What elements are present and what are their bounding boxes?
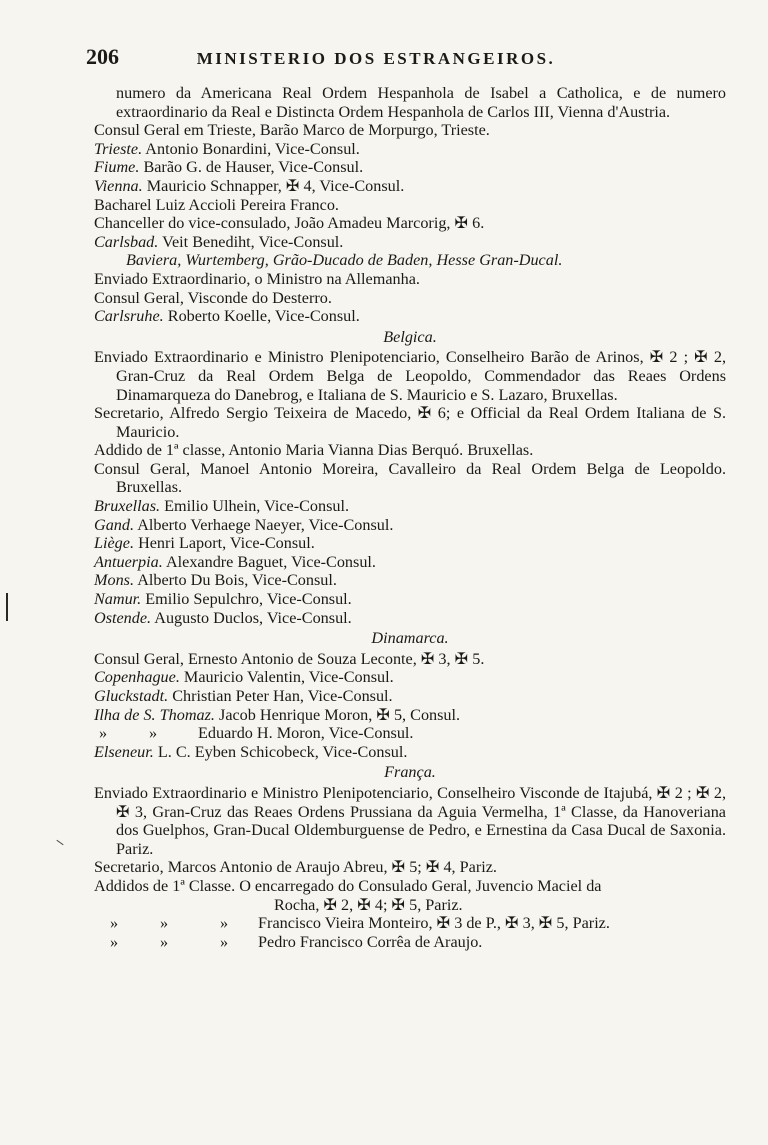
entry: [94, 177, 726, 196]
margin-mark: [6, 593, 8, 621]
entry-text: L. C. Eyben Schicobeck, Vice-Consul.: [157, 742, 408, 761]
paragraph: Addidos de 1ª Classe. O encarregado do Consulado Geral, Juvencio Maciel da: [94, 876, 602, 895]
entry: [94, 158, 726, 177]
place-name: Elseneur.: [94, 742, 154, 761]
paragraph: Enviado Extraordinario e Ministro Plenipotenciario, Conselheiro Barão de Arinos, ✠ 2 ; ✠ 2, Gran-Cruz da Real Ordem Belga de Leopoldo, Commendador das Reaes Ordens Dinamarqueza do Danebrog, e Italiana de S. Mauricio e S. Lazaro, Bruxellas.: [94, 348, 726, 404]
entry-text: Roberto Koelle, Vice-Consul.: [167, 307, 360, 326]
entry: [94, 553, 726, 572]
entry-text: Augusto Duclos, Vice-Consul.: [154, 608, 352, 627]
entry: [94, 687, 726, 706]
paragraph: Enviado Extraordinario, o Ministro na Allemanha.: [94, 269, 420, 288]
entry: [94, 571, 726, 590]
entry-text: Jacob Henrique Moron, ✠ 5, Consul.: [219, 705, 461, 724]
ditto-mark: »: [159, 932, 169, 951]
paragraph: Secretario, Marcos Antonio de Araujo Abreu, ✠ 5; ✠ 4, Pariz.: [94, 858, 497, 877]
paragraph: numero da Americana Real Ordem Hespanhola de Isabel a Catholica, e de numero extraordinario da Real e Distincta Ordem Hespanhola de Carlos III, Vienna d'Austria.: [116, 84, 726, 121]
entry-text: Barão G. de Hauser, Vice-Consul.: [143, 158, 364, 177]
place-name: Carlsbad.: [94, 232, 159, 251]
entry-text: Christian Peter Han, Vice-Consul.: [172, 687, 393, 705]
entry-text: Emilio Ulhein, Vice-Consul.: [164, 497, 350, 516]
place-name: Namur.: [94, 590, 142, 609]
entry-text: Francisco Vieira Monteiro, ✠ 3 de P., ✠ 3, ✠ 5, Pariz.: [258, 914, 610, 933]
entry: [94, 590, 726, 609]
ditto-mark: »: [159, 914, 169, 933]
paragraph: Addido de 1ª classe, Antonio Maria Vianna Dias Berquó. Bruxellas.: [94, 441, 534, 460]
entry-text: Pedro Francisco Corrêa de Araujo.: [258, 932, 483, 951]
paragraph: Consul Geral, Ernesto Antonio de Souza Leconte, ✠ 3, ✠ 5.: [94, 649, 485, 668]
section-heading: Baviera, Wurtemberg, Grão-Ducado de Baden, Hesse Gran-Ducal.: [126, 251, 563, 270]
entry: [94, 914, 726, 933]
entry-text: Alberto Verhaege Naeyer, Vice-Consul.: [137, 515, 394, 534]
entry: [94, 933, 726, 952]
ditto-mark: »: [109, 914, 119, 933]
ditto-mark: »: [98, 724, 108, 743]
ditto-mark: »: [219, 914, 229, 933]
document-body: [94, 84, 726, 951]
place-name: Gand.: [94, 515, 135, 534]
entry: [94, 706, 726, 725]
ditto-mark: »: [219, 932, 229, 951]
place-name: Trieste.: [94, 139, 143, 158]
place-name: Ostende.: [94, 608, 152, 627]
entry: [94, 233, 726, 252]
place-name: Ilha de S. Thomaz.: [94, 705, 215, 724]
margin-tick: [56, 840, 63, 845]
entry: [94, 140, 726, 159]
place-name: Bruxellas.: [94, 497, 161, 516]
place-name: Liège.: [94, 534, 135, 553]
entry: [94, 307, 726, 326]
place-name: Antuerpia.: [94, 552, 163, 571]
place-name: Fiume.: [94, 158, 140, 177]
paragraph: Bacharel Luiz Accioli Pereira Franco.: [94, 195, 339, 214]
entry-text: Antonio Bonardini, Vice-Consul.: [145, 139, 360, 158]
entry-text: Veit Benediht, Vice-Consul.: [162, 232, 344, 251]
paragraph: Enviado Extraordinario e Ministro Plenipotenciario, Conselheiro Visconde de Itajubá, ✠ 2 ; ✠ 2, ✠ 3, Gran-Cruz das Reaes Ordens Prussiana da Aguia Vermelha, 1ª Classe, da Hanoveriana dos Guelphos, Gran-Ducal Oldemburguense de Pedro, e Ernestina da Casa Ducal de Saxonia. Pariz.: [94, 783, 726, 858]
entry-text: Emilio Sepulchro, Vice-Consul.: [145, 590, 352, 609]
running-title: MINISTERIO DOS ESTRANGEIROS.: [196, 49, 556, 68]
place-name: Vienna.: [94, 176, 143, 195]
page-header: [86, 44, 726, 70]
section-heading: Dinamarca.: [371, 629, 449, 648]
entry: [94, 534, 726, 553]
place-name: Gluckstadt.: [94, 687, 169, 705]
paragraph: Consul Geral, Visconde do Desterro.: [94, 288, 332, 307]
entry-text: Mauricio Valentin, Vice-Consul.: [183, 668, 394, 687]
place-name: Mons.: [94, 571, 135, 590]
paragraph-continuation: Rocha, ✠ 2, ✠ 4; ✠ 5, Pariz.: [274, 895, 463, 914]
paragraph: Consul Geral, Manoel Antonio Moreira, Cavalleiro da Real Ordem Belga de Leopoldo. Bruxellas.: [94, 459, 726, 497]
place-name: Carlsruhe.: [94, 307, 164, 326]
ditto-mark: »: [109, 932, 119, 951]
section-heading: Belgica.: [383, 327, 437, 346]
entry-text: Mauricio Schnapper, ✠ 4, Vice-Consul.: [146, 176, 405, 195]
paragraph: Chanceller do vice-consulado, João Amadeu Marcorig, ✠ 6.: [94, 214, 485, 233]
entry-text: Henri Laport, Vice-Consul.: [138, 534, 315, 553]
ditto-mark: »: [148, 724, 158, 743]
entry: [94, 497, 726, 516]
page-number: 206: [86, 44, 119, 69]
entry: [94, 609, 726, 628]
entry: [94, 516, 726, 535]
section-heading: França.: [384, 763, 436, 782]
entry-text: Eduardo H. Moron, Vice-Consul.: [198, 724, 414, 743]
entry-text: Alberto Du Bois, Vice-Consul.: [137, 571, 337, 590]
entry: [94, 668, 726, 687]
entry-text: Alexandre Baguet, Vice-Consul.: [165, 552, 376, 571]
entry: [94, 724, 726, 743]
entry: [94, 743, 726, 762]
paragraph: Secretario, Alfredo Sergio Teixeira de Macedo, ✠ 6; e Official da Real Ordem Italiana de S. Mauricio.: [94, 404, 726, 441]
place-name: Copenhague.: [94, 668, 180, 687]
paragraph: Consul Geral em Trieste, Barão Marco de Morpurgo, Trieste.: [94, 121, 490, 140]
